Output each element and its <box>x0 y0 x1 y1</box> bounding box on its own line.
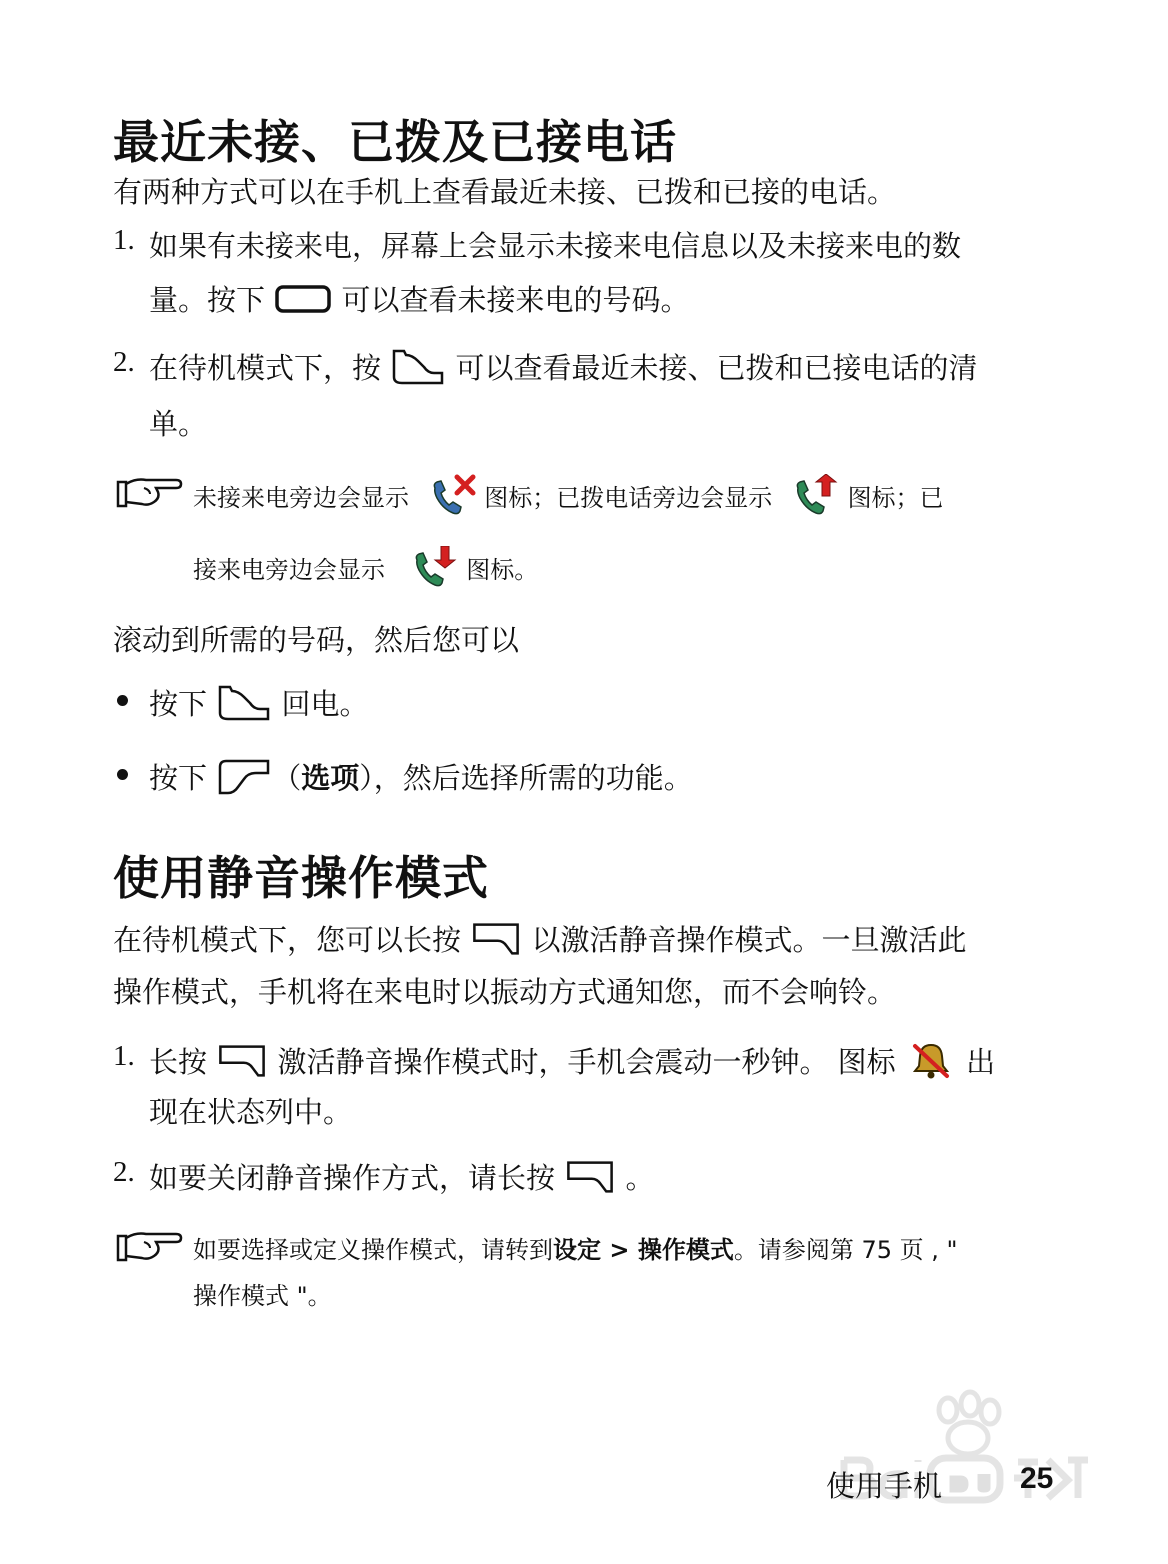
rounded-rect-key-icon <box>274 284 332 321</box>
left-softkey-icon <box>216 757 272 804</box>
bullet-dot <box>117 695 128 706</box>
bullet2-paren-open: （ <box>272 761 302 795</box>
pointing-hand-icon <box>114 1226 184 1270</box>
silent-bell-icon <box>911 1042 951 1087</box>
silent-item2-text-a: 如要关闭静音操作方式，请长按 <box>149 1161 556 1195</box>
pointing-hand-icon <box>114 472 184 516</box>
send-key-icon <box>216 683 272 730</box>
note2-line1 <box>193 1230 958 1265</box>
item2-text-a: 在待机模式下，按 <box>149 351 382 385</box>
footer-chapter-label: 使用手机 <box>826 1469 943 1503</box>
bullet2-text-c: ），然后选择所需的功能。 <box>359 761 693 795</box>
silent-item2-line <box>149 1156 654 1202</box>
note1-line2 <box>193 546 538 596</box>
note1-text-d: 接来电旁边会显示 <box>193 556 385 584</box>
bullet2-text-a: 按下 <box>149 761 208 795</box>
bullet2-text <box>149 756 693 804</box>
options-label: 选项 <box>301 761 360 795</box>
bullet1-text-b: 回电。 <box>281 687 369 721</box>
end-key-icon <box>470 921 522 964</box>
missed-call-icon <box>429 474 477 524</box>
silent-item1-text-a: 长按 <box>149 1045 208 1079</box>
section-title-recent-calls: 最近未接、已拨及已接电话 <box>113 115 677 169</box>
scroll-instruction: 滚动到所需的号码，然后您可以 <box>113 623 520 657</box>
item2-text-b: 可以查看最近未接、已拨和已接电话的清 <box>455 351 978 385</box>
note1-line1 <box>193 474 944 524</box>
silent-item1-text-b: 激活静音操作模式时，手机会震动一秒钟。 图标 <box>277 1045 896 1079</box>
end-key-icon <box>216 1043 268 1086</box>
item2-line1 <box>149 346 977 394</box>
note1-text-a: 未接来电旁边会显示 <box>193 484 409 512</box>
send-key-icon <box>390 347 446 394</box>
note1-text-b: 图标；已拨电话旁边会显示 <box>484 484 773 512</box>
item1-line1: 如果有未接来电，屏幕上会显示未接来电信息以及未接来电的数 <box>149 229 962 263</box>
note1-text-c: 图标；已 <box>847 484 944 512</box>
silent-intro-text-a: 在待机模式下，您可以长按 <box>113 923 462 957</box>
silent-item2-text-b: 。 <box>625 1161 655 1195</box>
item1-line2 <box>149 278 689 321</box>
silent-intro-line2: 操作模式，手机将在来电时以振动方式通知您，而不会响铃。 <box>113 975 897 1009</box>
list-number-1: 1. <box>113 224 135 256</box>
end-key-icon <box>564 1159 616 1202</box>
silent-intro-text-b: 以激活静音操作模式。一旦激活此 <box>531 923 967 957</box>
item1-text-a: 量。按下 <box>149 283 266 317</box>
dialed-call-icon <box>792 474 840 524</box>
silent-item1-text-c: 出 <box>966 1045 996 1079</box>
note2-text-a: 如要选择或定义操作模式，请转到 <box>193 1236 553 1264</box>
item1-text-b: 可以查看未接来电的号码。 <box>341 283 690 317</box>
settings-path: 设定 > 操作模式 <box>553 1236 734 1264</box>
section-title-silent-mode: 使用静音操作模式 <box>113 851 489 905</box>
received-call-icon <box>411 546 459 596</box>
silent-item1-line2: 现在状态列中。 <box>149 1095 353 1129</box>
bullet-dot <box>117 769 128 780</box>
silent-item1-line1 <box>149 1040 995 1087</box>
note2-line2: 操作模式 "。 <box>193 1282 332 1310</box>
list-number-2: 2. <box>113 346 135 378</box>
note1-text-e: 图标。 <box>466 556 539 584</box>
note2-text-b: 。请参阅第 75 页 , " <box>733 1236 958 1264</box>
bullet1-text <box>149 682 368 730</box>
page-number: 25 <box>1020 1462 1054 1495</box>
recent-calls-intro: 有两种方式可以在手机上查看最近未接、已拨和已接的电话。 <box>113 175 897 209</box>
silent-intro-line1 <box>113 918 966 964</box>
item2-line2: 单。 <box>149 407 208 441</box>
bullet1-text-a: 按下 <box>149 687 208 721</box>
list-number-2: 2. <box>113 1156 135 1188</box>
list-number-1: 1. <box>113 1040 135 1072</box>
